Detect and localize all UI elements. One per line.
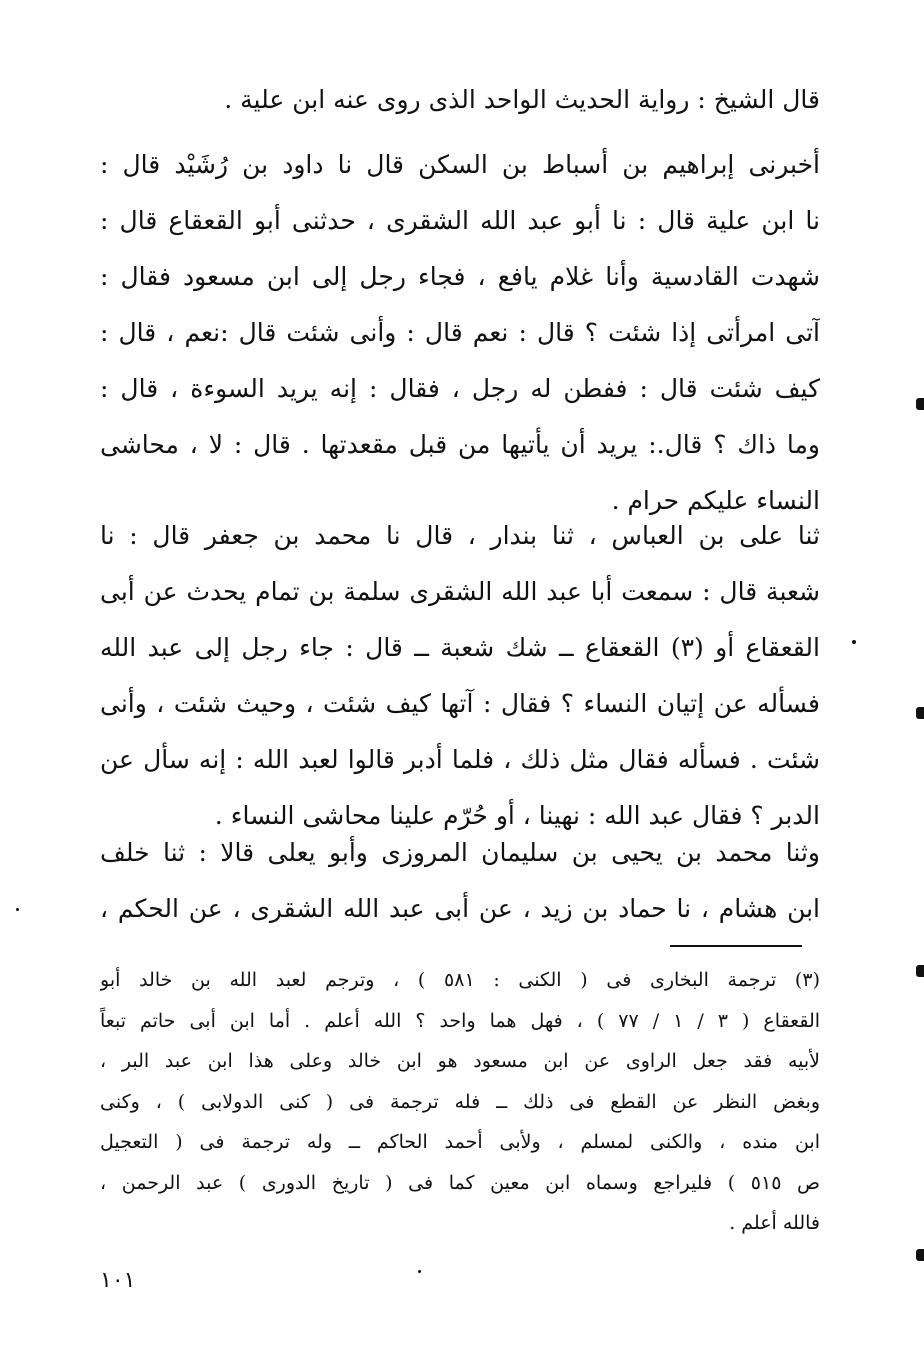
text-line: وما ذاك ؟ قال.: يريد أن يأتيها من قبل مقعدتها . قال : لا ، محاشى <box>100 430 820 459</box>
text-line: ابن هشام ، نا حماد بن زيد ، عن أبى عبد الله الشقرى ، عن الحكم ، <box>100 894 820 923</box>
text-line: القعقاع أو (٣) القعقاع ــ شك شعبة ــ قال : جاء رجل إلى عبد الله <box>100 633 820 662</box>
text-line: فسأله عن إتيان النساء ؟ فقال : آتها كيف شئت ، وحيث شئت ، وأنى <box>100 689 820 718</box>
text-line: النساء عليكم حرام . <box>611 486 820 515</box>
text-line: أخبرنى إبراهيم بن أسباط بن السكن قال نا داود بن رُشَيْد قال : <box>100 150 820 179</box>
scan-mark <box>916 965 924 977</box>
paragraph-hadith-2 <box>100 508 820 844</box>
text-line: ثنا على بن العباس ، ثنا بندار ، قال نا محمد بن جعفر قال : نا <box>100 521 820 550</box>
text-line: شعبة قال : سمعت أبا عبد الله الشقرى سلمة بن تمام يحدث عن أبى <box>100 577 820 606</box>
text-line: شئت . فسأله فقال مثل ذلك ، فلما أدبر قالوا لعبد الله : إنه سأل عن <box>100 745 820 774</box>
footnote-line: (٣) ترجمة البخارى فى ( الكنى : ٥٨١ ) ، وترجم لعبد الله بن خالد أبو <box>100 969 820 991</box>
page-number: ١٠١ <box>100 1268 136 1293</box>
intro-heading <box>100 72 820 128</box>
intro-line: قال الشيخ : رواية الحديث الواحد الذى روى عنه ابن علية . <box>224 85 820 114</box>
scan-speck <box>852 640 856 644</box>
paragraph-hadith-3 <box>100 825 820 937</box>
footnote-line: فالله أعلم . <box>729 1212 820 1234</box>
text-line: الدبر ؟ فقال عبد الله : نهينا ، أو حُرّم علينا محاشى النساء . <box>214 801 820 830</box>
footnote <box>100 960 820 1244</box>
text-line: نا ابن علية قال : نا أبو عبد الله الشقرى ، حدثنى أبو القعقاع قال : <box>100 206 820 235</box>
text-line: آتى امرأتى إذا شئت ؟ قال : نعم قال : وأنى شئت قال :نعم ، قال : <box>100 318 820 347</box>
text-line: شهدت القادسية وأنا غلام يافع ، فجاء رجل إلى ابن مسعود فقال : <box>100 262 820 291</box>
scan-mark <box>916 398 924 410</box>
scan-mark <box>916 1249 924 1261</box>
footnote-separator <box>670 945 802 947</box>
footnote-line: وبغض النظر عن القطع فى ذلك ــ فله ترجمة فى ( كنى الدولابى ) ، وكنى <box>100 1090 820 1113</box>
paragraph-hadith-1 <box>100 137 820 529</box>
footnote-line: لأبيه فقد جعل الراوى عن ابن مسعود هو ابن خالد وعلى هذا ابن عبد البر ، <box>100 1050 820 1072</box>
scan-speck <box>418 1270 421 1273</box>
text-line: كيف شئت قال : ففطن له رجل ، فقال : إنه يريد السوءة ، قال : <box>100 374 820 403</box>
footnote-line: ص ٥١٥ ) فليراجع وسماه ابن معين كما فى ( تاريخ الدورى ) عبد الرحمن ، <box>100 1171 820 1194</box>
scan-mark <box>916 707 924 719</box>
footnote-line: ابن منده ، والكنى لمسلم ، ولأبى أحمد الحاكم ــ وله ترجمة فى ( التعجيل <box>100 1131 820 1153</box>
scan-speck <box>16 908 19 911</box>
footnote-line: القعقاع ( ٣ / ١ / ٧٧ ) ، فهل هما واحد ؟ الله أعلم . أما ابن أبى حاتم تبعاً <box>100 1009 820 1032</box>
text-line: وثنا محمد بن يحيى بن سليمان المروزى وأبو يعلى قالا : ثنا خلف <box>100 838 820 867</box>
